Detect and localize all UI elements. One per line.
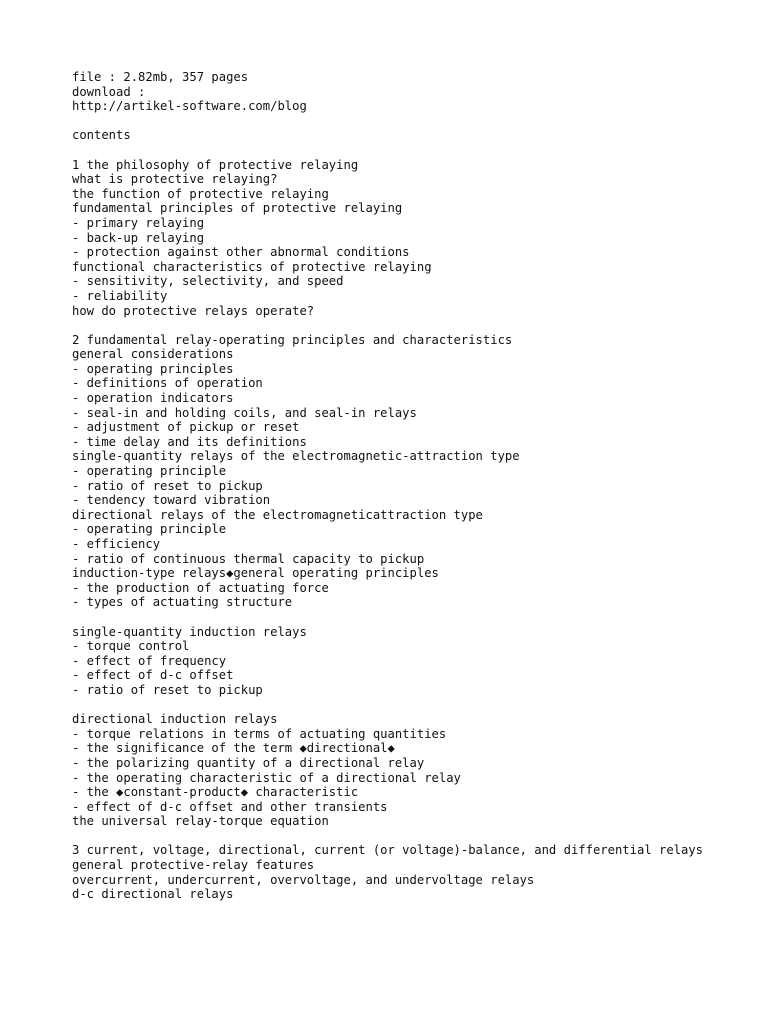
contents-line: general protective-relay features [72, 858, 315, 873]
contents-section [72, 333, 732, 610]
download-link[interactable]: http://artikel-software.com/blog [72, 99, 307, 114]
contents-line: fundamental principles of protective relaying [72, 201, 403, 216]
spacer [72, 318, 732, 333]
file-info: file : 2.82mb, 357 pages [72, 70, 249, 84]
contents-line: - effect of d-c offset [72, 668, 234, 683]
contents-line: - operating principles [72, 361, 234, 376]
contents-line: - operation indicators [72, 391, 234, 406]
download-label: download : [72, 84, 146, 99]
contents-line: - back-up relaying [72, 230, 205, 245]
contents-line: directional induction relays [72, 712, 278, 727]
contents-line: 3 current, voltage, directional, current (or voltage)-balance, and differential relays [72, 843, 704, 858]
contents-line: - the significance of the term ◆directional◆ [72, 741, 395, 756]
contents-line: how do protective relays operate? [72, 303, 315, 318]
contents-line: 1 the philosophy of protective relaying [72, 157, 359, 172]
contents-line: - operating principle [72, 522, 227, 537]
contents-line: - efficiency [72, 537, 161, 551]
contents-line: - operating principle [72, 464, 227, 479]
contents-line: - seal-in and holding coils, and seal-in relays [72, 405, 417, 420]
contents-section [72, 712, 732, 829]
contents-section [72, 625, 732, 698]
contents-heading: contents [72, 128, 131, 143]
contents-line: - tendency toward vibration [72, 493, 271, 508]
contents-line: single-quantity induction relays [72, 624, 307, 639]
contents-line: - the operating characteristic of a directional relay [72, 770, 461, 785]
contents-line: - ratio of reset to pickup [72, 682, 263, 697]
contents-line: - definitions of operation [72, 376, 263, 391]
spacer [72, 698, 732, 713]
contents-line: induction-type relays◆general operating principles [72, 566, 439, 581]
contents-line: - ratio of reset to pickup [72, 478, 263, 493]
contents-list [72, 158, 732, 902]
contents-line: functional characteristics of protective relaying [72, 259, 432, 274]
contents-section [72, 843, 732, 901]
contents-line: - time delay and its definitions [72, 434, 307, 449]
contents-line: - the ◆constant-product◆ characteristic [72, 785, 359, 800]
contents-line: what is protective relaying? [72, 172, 278, 187]
spacer [72, 829, 732, 844]
contents-line: - protection against other abnormal conditions [72, 245, 410, 260]
contents-line: overcurrent, undercurrent, overvoltage, and undervoltage relays [72, 872, 535, 887]
contents-line: - reliability [72, 288, 168, 303]
contents-section [72, 158, 732, 319]
contents-line: the function of protective relaying [72, 186, 329, 201]
contents-line: - effect of d-c offset and other transients [72, 799, 388, 814]
spacer [72, 610, 732, 625]
contents-line: d-c directional relays [72, 887, 234, 902]
spacer [72, 114, 732, 129]
contents-line: - the production of actuating force [72, 580, 329, 595]
contents-line: - adjustment of pickup or reset [72, 420, 300, 435]
contents-line: - sensitivity, selectivity, and speed [72, 274, 344, 289]
spacer [72, 143, 732, 158]
contents-line: - ratio of continuous thermal capacity to pickup [72, 551, 425, 566]
contents-line: 2 fundamental relay-operating principles and characteristics [72, 332, 513, 347]
contents-line: general considerations [72, 347, 234, 362]
contents-line: - torque relations in terms of actuating quantities [72, 726, 447, 741]
contents-line: the universal relay-torque equation [72, 814, 329, 829]
contents-line: - primary relaying [72, 215, 205, 230]
contents-line: - types of actuating structure [72, 595, 293, 610]
contents-line: - the polarizing quantity of a directional relay [72, 755, 425, 770]
contents-line: directional relays of the electromagneticattraction type [72, 507, 483, 522]
contents-line: - torque control [72, 639, 190, 654]
contents-line: single-quantity relays of the electromagnetic-attraction type [72, 449, 520, 464]
document-page [72, 70, 732, 902]
contents-line: - effect of frequency [72, 653, 227, 668]
